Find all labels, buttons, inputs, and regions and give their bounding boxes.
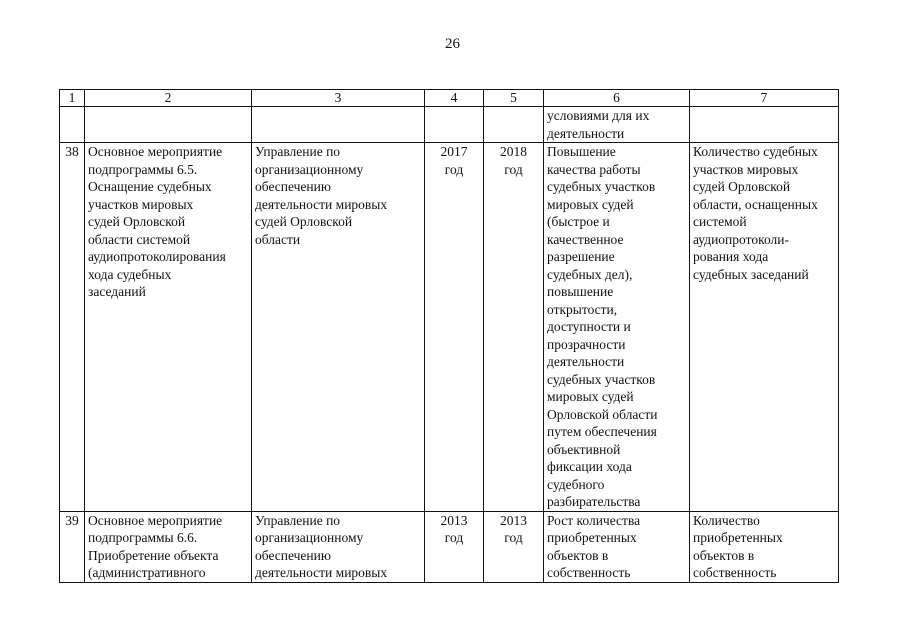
row-number: 39: [60, 511, 85, 582]
cell-line: судебных участков: [547, 371, 656, 387]
header-row: [60, 90, 839, 107]
cell-line: 2013: [440, 512, 468, 528]
cell-line: приобретенных: [547, 530, 637, 545]
header-cell-4: 4: [425, 90, 484, 107]
header-cell-3: 3: [252, 90, 425, 107]
cell-line: организационному: [255, 530, 364, 545]
cell-line: качества работы: [547, 161, 641, 177]
cell-line: участков мировых: [88, 196, 194, 212]
cell-line: судебных заседаний: [693, 266, 809, 282]
end-year-cell: [484, 511, 544, 582]
cell-line: судей Орловской: [693, 179, 791, 194]
cell-line: судебных участков: [547, 179, 656, 194]
cell-line: деятельности мировых: [255, 196, 388, 212]
cell-line: мировых судей: [547, 196, 634, 212]
cell-line: (быстрое и: [547, 214, 610, 229]
cell-line: год: [504, 530, 523, 545]
cell-line: области, оснащенных: [693, 196, 818, 212]
header-cell-1: 1: [60, 90, 85, 107]
cell-line: объектов в: [693, 547, 755, 563]
cell-line: обеспечению: [255, 547, 331, 563]
header-cell-5: 5: [484, 90, 544, 107]
cell-line: судей Орловской: [88, 214, 186, 229]
cell-line: разрешение: [547, 249, 615, 264]
cell-line: области: [255, 231, 301, 247]
indicator-cell: [690, 143, 839, 512]
header-cell-7: 7: [690, 90, 839, 107]
measure-name-cell: [85, 511, 252, 582]
executor-cell: [252, 143, 425, 512]
indicator-cell: [690, 511, 839, 582]
cell-line: объектов в: [547, 547, 609, 563]
table-row-38: [60, 143, 839, 512]
cont-cell-4: [425, 107, 484, 143]
cell-line: судей Орловской: [255, 214, 353, 229]
cell-line: Количество судебных: [693, 144, 818, 159]
cell-line: собственность: [547, 565, 631, 580]
start-year-cell: [425, 143, 484, 512]
cell-line: доступности и: [547, 319, 631, 334]
cell-line: Повышение: [547, 144, 616, 159]
cont-cell-7: [690, 107, 839, 143]
cell-line: обеспечению: [255, 179, 331, 194]
cell-line: системой: [693, 214, 747, 229]
header-cell-6: 6: [544, 90, 690, 107]
cont-cell-6: [544, 107, 690, 143]
cont-line: условиями для их: [547, 108, 650, 123]
cell-line: путем обеспечения: [547, 424, 657, 439]
cell-line: мировых судей: [547, 389, 634, 404]
cell-line: Оснащение судебных: [88, 179, 212, 194]
cell-line: Управление по: [255, 512, 341, 528]
cell-line: Количество: [693, 512, 760, 528]
row-number: 38: [60, 143, 85, 512]
expected-result-cell: [544, 511, 690, 582]
header-cell-2: 2: [85, 90, 252, 107]
cell-line: (административного: [88, 565, 206, 580]
cell-line: качественное: [547, 231, 624, 247]
cell-line: Рост количества: [547, 512, 641, 528]
cont-cell-3: [252, 107, 425, 143]
cell-line: объективной: [547, 441, 621, 457]
measure-name-cell: [85, 143, 252, 512]
continuation-row: [60, 107, 839, 143]
expected-result-cell: [544, 143, 690, 512]
cell-line: 2017: [440, 144, 468, 159]
cell-line: Орловской области: [547, 406, 658, 422]
cell-line: Основное мероприятие: [88, 144, 223, 159]
start-year-cell: [425, 511, 484, 582]
cell-line: прозрачности: [547, 336, 626, 352]
cell-line: подпрограммы 6.6.: [88, 530, 198, 545]
cell-line: организационному: [255, 161, 364, 177]
cell-line: участков мировых: [693, 161, 799, 177]
table-row-39: [60, 511, 839, 582]
cell-line: хода судебных: [88, 266, 172, 282]
executor-cell: [252, 511, 425, 582]
cell-line: разбирательства: [547, 494, 641, 509]
cell-line: год: [444, 161, 464, 177]
cell-line: Приобретение объекта: [88, 547, 219, 563]
cell-line: приобретенных: [693, 530, 783, 545]
cont-cell-2: [85, 107, 252, 143]
cell-line: судебных дел),: [547, 266, 633, 282]
cont-cell-5: [484, 107, 544, 143]
program-table: [59, 89, 839, 583]
cell-line: аудиопротоколи-: [693, 231, 789, 247]
cont-cell-1: [60, 107, 85, 143]
cell-line: фиксации хода: [547, 459, 632, 474]
cell-line: судебного: [547, 476, 605, 492]
end-year-cell: [484, 143, 544, 512]
cell-line: Основное мероприятие: [88, 512, 223, 528]
cell-line: подпрограммы 6.5.: [88, 161, 198, 177]
cell-line: аудиопротоколирования: [88, 249, 226, 264]
cell-line: рования хода: [693, 249, 769, 264]
cell-line: 2013: [500, 512, 527, 528]
cell-line: собственность: [693, 565, 777, 580]
cell-line: год: [444, 530, 464, 545]
cell-line: Управление по: [255, 144, 341, 159]
cell-line: деятельности: [547, 354, 625, 369]
cell-line: повышение: [547, 284, 614, 299]
cell-line: области системой: [88, 231, 191, 247]
cell-line: деятельности мировых: [255, 565, 388, 580]
cell-line: год: [504, 161, 523, 177]
cell-line: заседаний: [88, 284, 146, 299]
cell-line: 2018: [500, 144, 527, 159]
page-number: 26: [445, 36, 460, 52]
cont-line: деятельности: [547, 125, 625, 141]
cell-line: открытости,: [547, 301, 618, 317]
